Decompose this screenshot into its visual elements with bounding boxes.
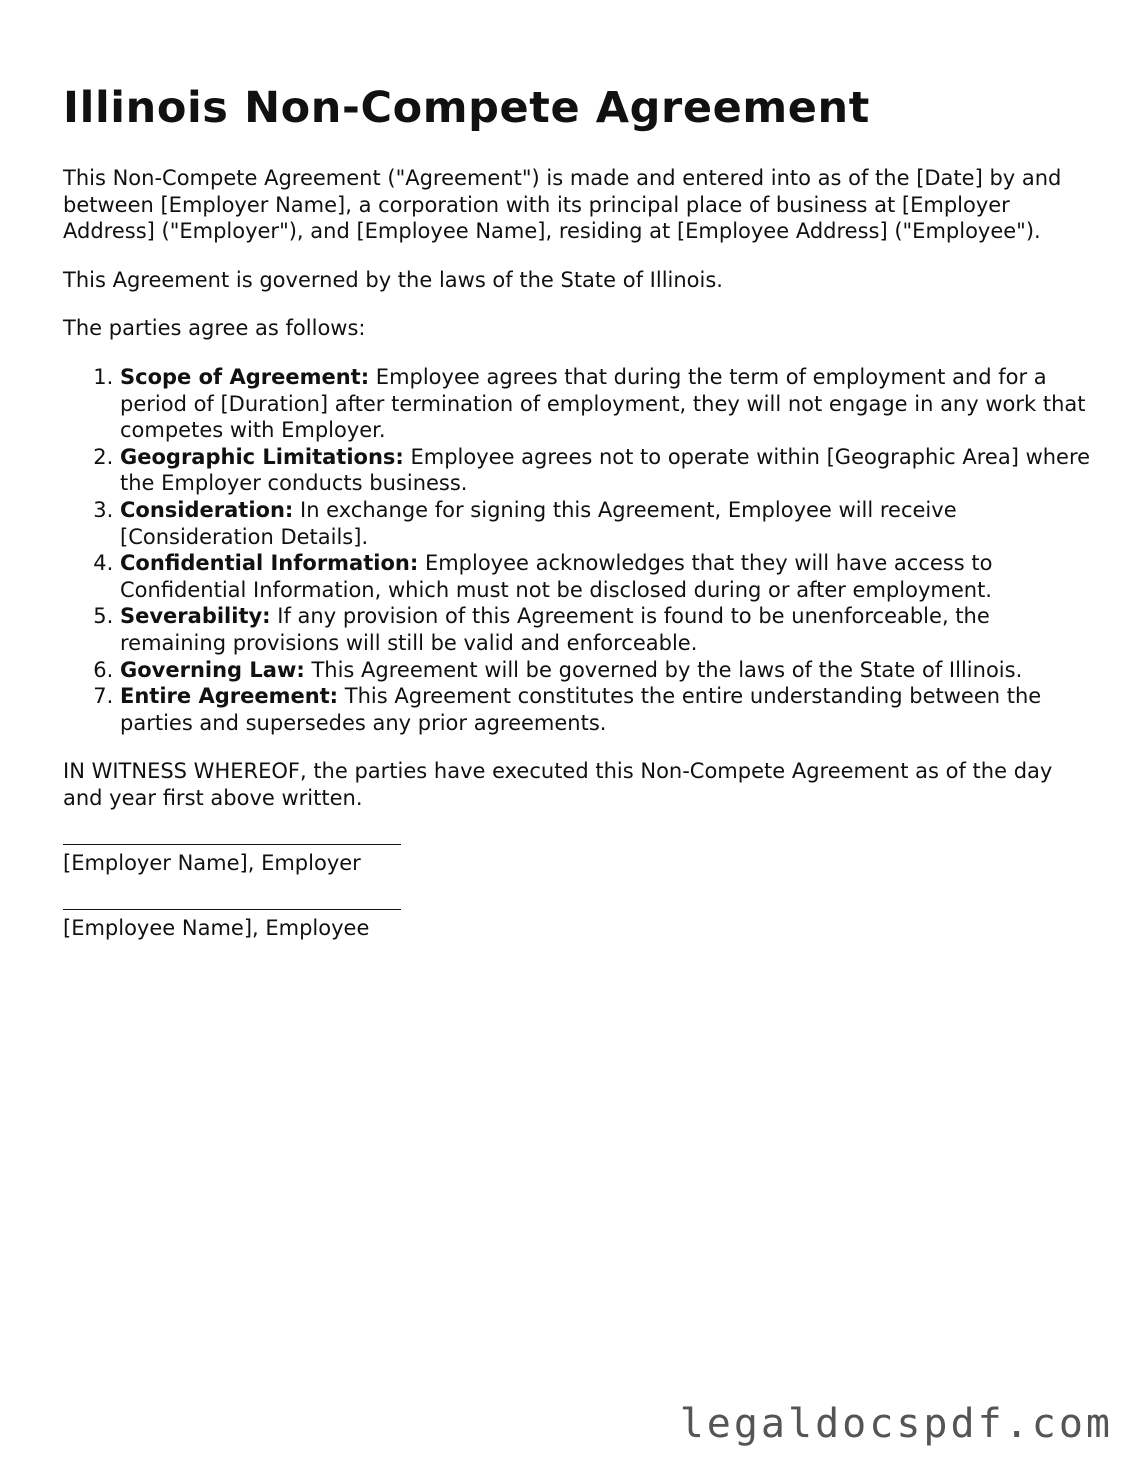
clause-list [63,364,1093,736]
clause-text: This Agreement constitutes the entire understanding between the parties and supersedes any prior agreements. [120,684,1042,735]
clause-text: In exchange for signing this Agreement, Employee will receive [Consideration Details]. [120,497,957,549]
clause-heading: Geographic Limitations: [120,444,404,469]
clause-text: Employee acknowledges that they will have access to Confidential Information, which must not be disclosed during or after employment. [120,551,993,602]
document-page [63,80,1093,941]
clause-heading: Severability: [120,604,271,629]
intro-paragraph: This Non-Compete Agreement ("Agreement") is made and entered into as of the [Date] by and between [Employer Name], a corporation with its principal place of business at [Employer Address] ("Employer"), and [Employee Name], residing at [Employee Address] ("Employee"). [63,166,1062,244]
clause-heading: Governing Law: [120,657,305,682]
clause-item [120,364,1093,444]
clause-text: Employee agrees that during the term of employment and for a period of [Duration] after termination of employment, they will not engage in any work that competes with Employer. [120,364,1086,443]
clause-item [120,603,1093,656]
clause-heading: Scope of Agreement: [120,364,370,389]
clause-item [120,497,1093,550]
document-title: Illinois Non-Compete Agreement [63,83,870,133]
witness-paragraph: IN WITNESS WHEREOF, the parties have executed this Non-Compete Agreement as of the day and year first above written. [63,759,1053,810]
governing-statement: This Agreement is governed by the laws of the State of Illinois. [63,267,723,292]
employer-signature-label: [Employer Name], Employer [63,851,361,876]
employee-signature-label: [Employee Name], Employee [63,916,370,941]
parties-intro: The parties agree as follows: [63,316,366,341]
clause-item [120,657,1093,684]
employee-signature-block [63,909,1093,941]
clause-item [120,550,1093,603]
employee-signature-line[interactable] [63,909,401,910]
watermark: legaldocspdf.com [679,1401,1113,1447]
clause-text: This Agreement will be governed by the laws of the State of Illinois. [311,657,1023,682]
clause-item [120,683,1093,736]
clause-heading: Entire Agreement: [120,684,339,709]
clause-text: Employee agrees not to operate within [Geographic Area] where the Employer conducts business. [120,444,1091,496]
employer-signature-block [63,844,1093,876]
clause-heading: Consideration: [120,497,294,522]
clause-text: If any provision of this Agreement is found to be unenforceable, the remaining provisions will still be valid and enforceable. [120,604,990,655]
clause-heading: Confidential Information: [120,551,419,576]
employer-signature-line[interactable] [63,844,401,845]
clause-item [120,444,1093,497]
